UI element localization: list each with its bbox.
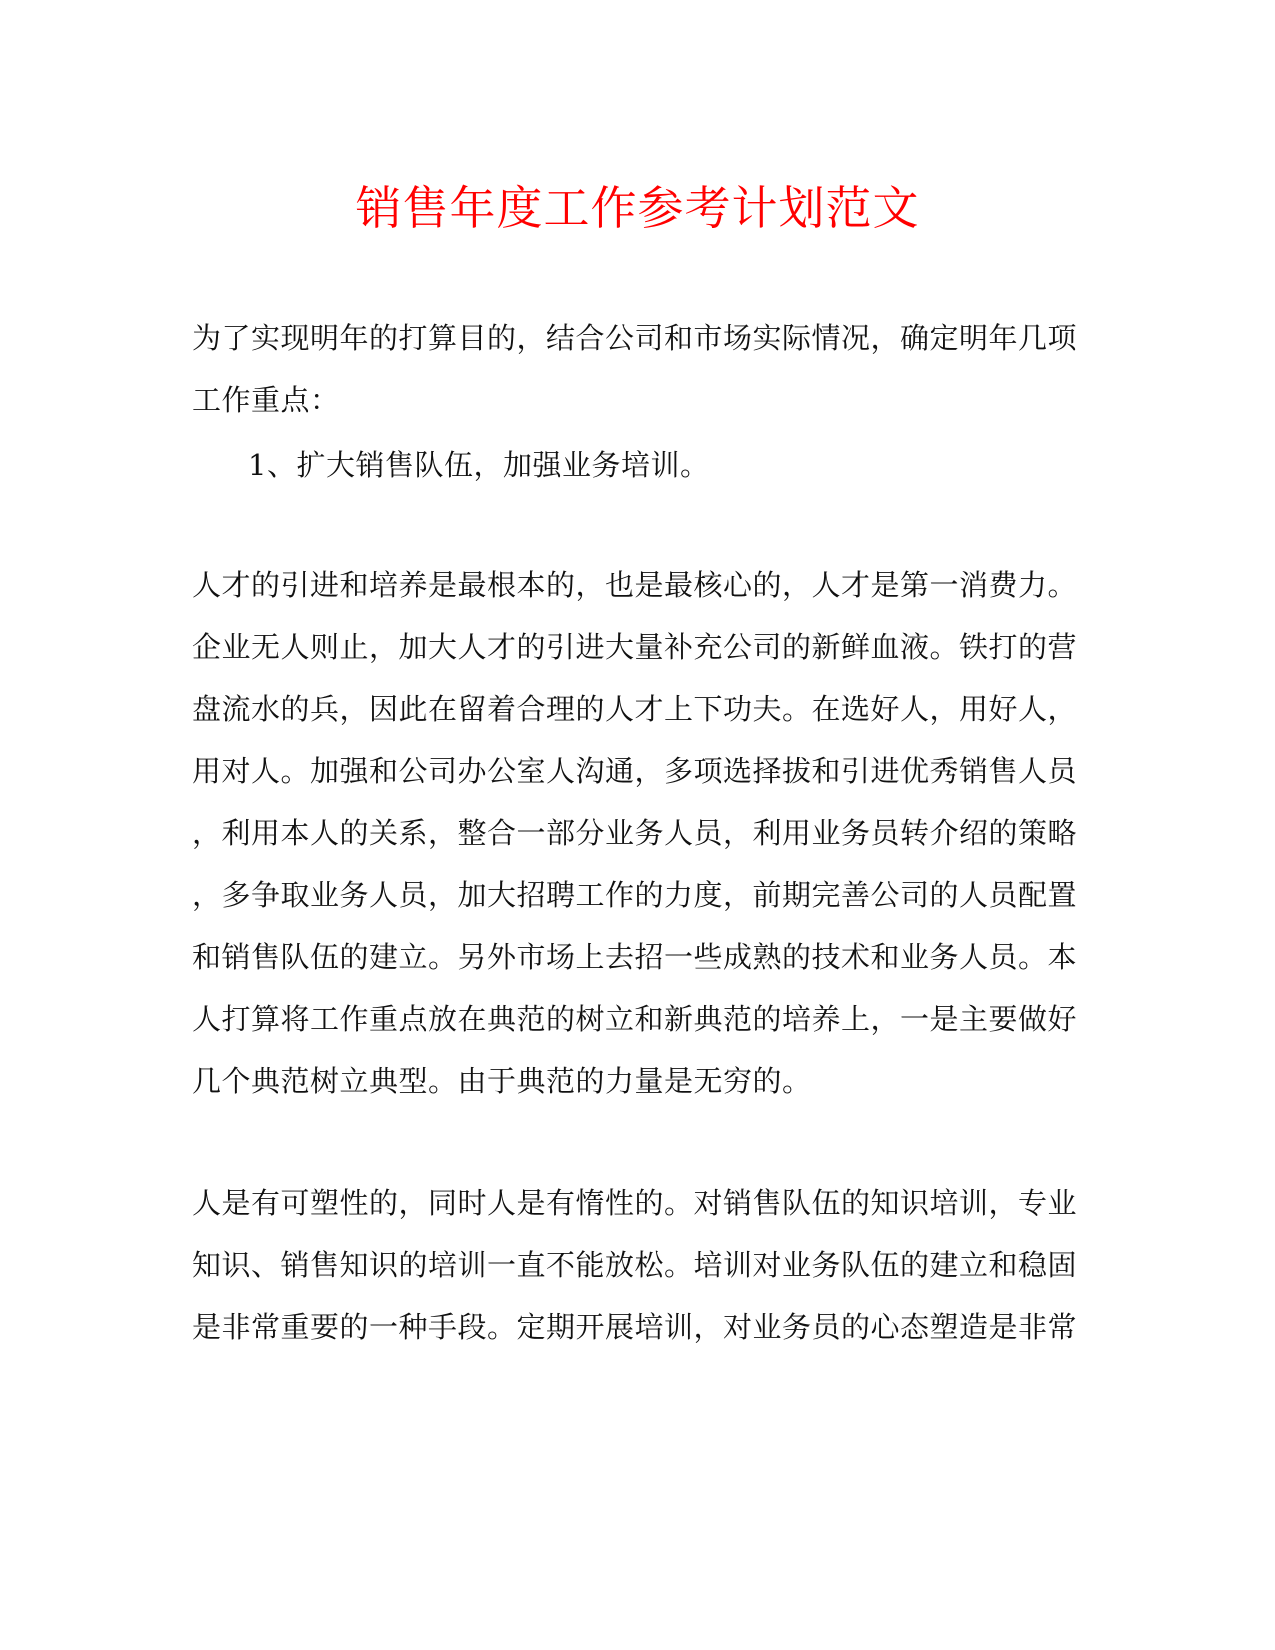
intro-line: 工作重点：	[192, 383, 340, 417]
paragraph-line: 和销售队伍的建立。另外市场上去招一些成熟的技术和业务人员。本	[192, 940, 1078, 974]
paragraph-line: 企业无人则止，加大人才的引进大量补充公司的新鲜血液。铁打的营	[192, 630, 1078, 664]
paragraph-line: ，多争取业务人员，加大招聘工作的力度，前期完善公司的人员配置	[192, 878, 1078, 912]
paragraph-line: 知识、销售知识的培训一直不能放松。培训对业务队伍的建立和稳固	[192, 1248, 1078, 1282]
document-title: 销售年度工作参考计划范文	[355, 181, 920, 235]
paragraph-line: 几个典范树立典型。由于典范的力量是无穷的。	[192, 1064, 812, 1098]
paragraph-line: 人才的引进和培养是最根本的，也是最核心的，人才是第一消费力。	[192, 568, 1078, 602]
paragraph-line: 人是有可塑性的，同时人是有惰性的。对销售队伍的知识培训，专业	[192, 1186, 1078, 1220]
intro-line: 为了实现明年的打算目的，结合公司和市场实际情况，确定明年几项	[192, 321, 1078, 355]
list-item: 1、扩大销售队伍，加强业务培训。	[248, 448, 710, 482]
paragraph-line: 是非常重要的一种手段。定期开展培训，对业务员的心态塑造是非常	[192, 1310, 1078, 1344]
paragraph-line: 人打算将工作重点放在典范的树立和新典范的培养上，一是主要做好	[192, 1002, 1078, 1036]
paragraph-line: 盘流水的兵，因此在留着合理的人才上下功夫。在选好人，用好人，	[192, 692, 1078, 726]
paragraph-line: 用对人。加强和公司办公室人沟通，多项选择拔和引进优秀销售人员	[192, 754, 1078, 788]
paragraph-line: ，利用本人的关系，整合一部分业务人员，利用业务员转介绍的策略	[192, 816, 1078, 850]
